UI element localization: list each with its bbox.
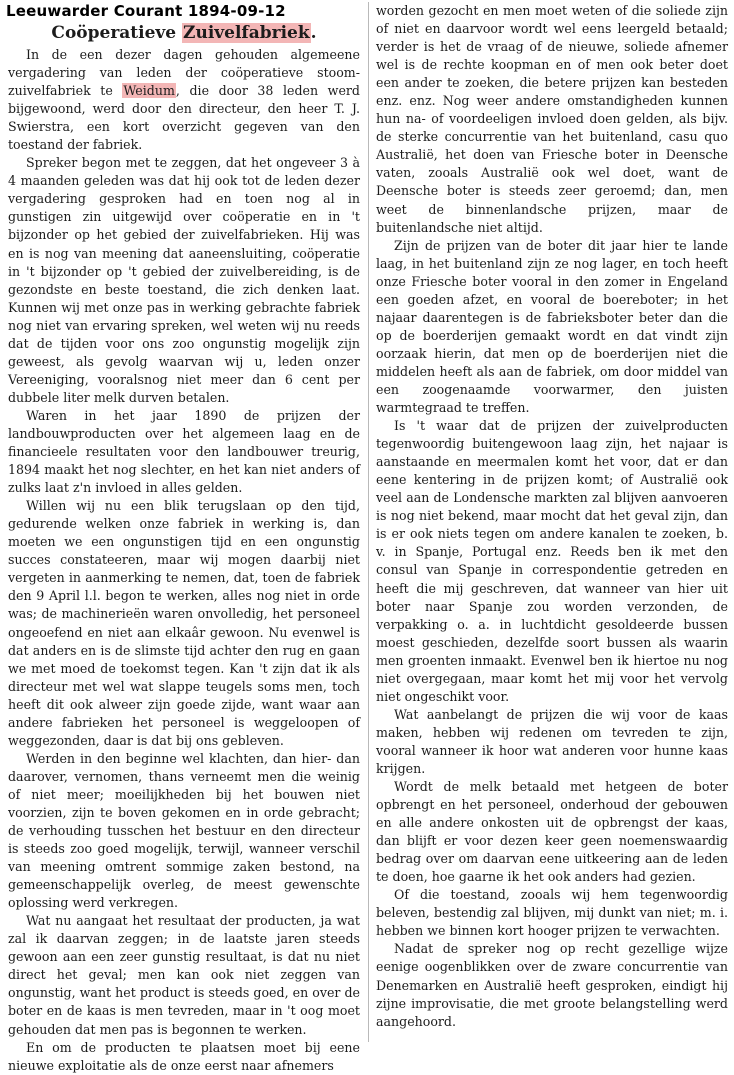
title-highlight: Zuivelfabriek [183,23,310,43]
title-pre: Coöperatieve [51,23,183,43]
paragraph-2: Spreker begon met te zeggen, dat het ongeveer 3 à 4 maanden geleden was dat hij ook tot de leden dezer vergadering gesproken had en toen nog al in gunstigen zin uitgewijd over coöperatie en in 't bijzonder op het gebied der zuivelfabrieken. Hij was en is nog van meening dat aaneensluiting, coöperatie in 't bijzonder op 't gebied der zuivelbereiding, is de gezondste en beste toestand, die zich denken laat. Kunnen wij met onze pas in werking gebrachte fabriek nog niet van ervaring spreken, wel weten wij nu reeds dat de tijden voor ons zoo ongunstig mogelijk zijn geweest, als gevolg waarvan wij u, leden onzer Vereeniging, vooralsnog niet meer dan 6 cent per dubbele liter melk durven betalen. [8,155,360,405]
paragraph-4: Willen wij nu een blik terugslaan op den tijd, gedurende welken onze fabriek in werking is, dan moeten we een ongunstigen tijd en een ongunstig succes constateeren, maar wij mogen daarbij niet vergeten in aanmerking te nemen, dat, toen de fabriek den 9 April l.l. begon te werken, alles nog niet in orde was; de machinerieën waren onvolledig, het personeel ongeoefend en niet aan elkaâr gewoon. Nu evenwel is dat anders en is de slimste tijd achter den rug en gaan we met moed de toekomst tegen. Kan 't zijn dat ik als directeur met wel wat slappe teugels soms men, toch heeft dit ook alweer zijn goede zijde, want waar aan andere fabrieken het personeel is weggeloopen of weggezonden, daar is dat bij ons gebleven. [8,498,360,748]
article-column-right [376,2,728,1042]
paragraph-3: Waren in het jaar 1890 de prijzen der landbouwproducten over het algemeen laag en de financieele resultaten voor den landbouwer treurig, 1894 maakt het nog slechter, en het kan niet anders of zulks laat z'n invloed in alles gelden. [8,407,360,496]
article-column-left [8,22,360,1073]
paragraph-5: Werden in den beginne wel klachten, dan hier- dan daarover, vernomen, thans verneemt men die weinig of niet meer; moeilijkheden bij het bouwen niet voorzien, zijn te boven gekomen en in orde gebracht; de verhouding tusschen het bestuur en den directeur is steeds zoo goed mogelijk, terwijl, wanneer verschil van meening omtrent sommige zaken bestond, na gemeenschappelijk overleg, de meest gewenschte oplossing werd verkregen. [8,750,360,911]
title-post: . [310,23,317,43]
paragraph-14: Nadat de spreker nog op recht gezellige wijze eenige oogenblikken over de zware concurrentie van Denemarken en Australië heeft gesproken, eindigt hij zijne improvisatie, die met groote belangstelling werd aangehoord. [376,941,728,1029]
paragraph-10: Is 't waar dat de prijzen der zuivelproducten tegenwoordig buitengewoon laag zijn, het najaar is aanstaande en meermalen komt het voor, dat er dan eene kentering in de prijzen komt; of Australië ook veel aan de Londensche markten zal blijven aanvoeren is nog niet bekend, maar mocht dat het geval zijn, dan is er ook niets tegen om andere kanalen te zoeken, b. v. in Spanje, Portugal enz. Reeds ben ik met den consul van Spanje in correspondentie getreden en heeft die mij geschreven, dat wanneer van hier uit boter naar Spanje zou worden verzonden, de verpakking o. a. in luchtdicht gesoldeerde bussen moest geschieden, dezelfde soort bussen als waarin men groenten inmaakt. Evenwel ben ik hiertoe nu nog niet overgegaan, maar komt het mij voor het vervolg niet ongeschikt voor. [376,418,728,704]
column-divider [368,2,369,1042]
paragraph-12: Wordt de melk betaald met hetgeen de boter opbrengt en het personeel, onderhoud der gebouwen en alle andere onkosten uit de opbrengst der kaas, dan blijft er voor dezen keer geen noemenswaardig bedrag over om daarvan eene uitkeering aan de leden te doen, hoe gaarne ik het ook anders had gezien. [376,779,728,885]
p1-text: In de een dezer dagen gehouden algemeene vergadering van leden der coöperatieve stoom-zuivelfabriek te [8,47,360,99]
p1-text-rest: , die door 38 leden werd bijgewoond, werd door den directeur, den heer T. J. Swierstra, een kort overzicht gegeven van den toestand der fabriek. [8,83,360,153]
article-title [8,22,360,44]
place-highlight: Weidum [123,83,175,99]
paragraph-1 [8,46,360,154]
newspaper-masthead: Leeuwarder Courant 1894-09-12 [6,2,286,20]
paragraph-7: En om de producten te plaatsen moet bij eene nieuwe exploitatie als de onze eerst naar afnemers [8,1039,360,1073]
paragraph-9: Zijn de prijzen van de boter dit jaar hier te lande laag, in het buitenland zijn ze nog lager, en toch heeft onze Friesche boter vooral in den zomer in Engeland een goeden afzet, en vooral de boereboter; in het najaar daarentegen is de fabrieksboter beter dan die op de boerderijen gemaakt wordt en dat vindt zijn oorzaak hierin, dat men op de boerderijen niet die middelen heeft als aan de fabriek, om door middel van een zoogenaamde voorwarmer, den juisten warmtegraad te treffen. [376,237,728,416]
paragraph-13: Of die toestand, zooals wij hem tegenwoordig beleven, bestendig zal blijven, mij dunkt van niet; m. i. hebben we binnen kort hooger prijzen te verwachten. [376,887,728,939]
paragraph-6: Wat nu aangaat het resultaat der producten, ja wat zal ik daarvan zeggen; in de laatste jaren steeds gewoon aan een zeer gunstig resultaat, is dat nu niet direct het geval; men kan ook niet zeggen van ongunstig, want het product is steeds goed, en over de boter en de kaas is men tevreden, maar in 't oog moet gehouden dat men pas is begonnen te werken. [8,913,360,1037]
paragraph-8: worden gezocht en men moet weten of die soliede zijn of niet en daarvoor wordt wel eens leergeld betaald; verder is het de vraag of de nieuwe, soliede afnemer wel is de rechte koopman en of men ook beter doet een ander te zoeken, die betere prijzen kan besteden enz. enz. Nog weer andere omstandigheden kunnen hun na- of voordeeligen invloed doen gelden, als bijv. de sterke concurrentie van het buitenland, casu quo Australië, het doen van Friesche boter in Deensche vaten, zooals Australië ook wel doet, want de Deensche boter is steeds zeer geroemd; dan, men weet de binnenlandsche prijzen, maar de buitenlandsche niet altijd. [376,3,728,235]
paragraph-11: Wat aanbelangt de prijzen die wij voor de kaas maken, hebben wij redenen om tevreden te zijn, vooral wanneer ik hoor wat anderen voor hunne kaas krijgen. [376,706,728,776]
